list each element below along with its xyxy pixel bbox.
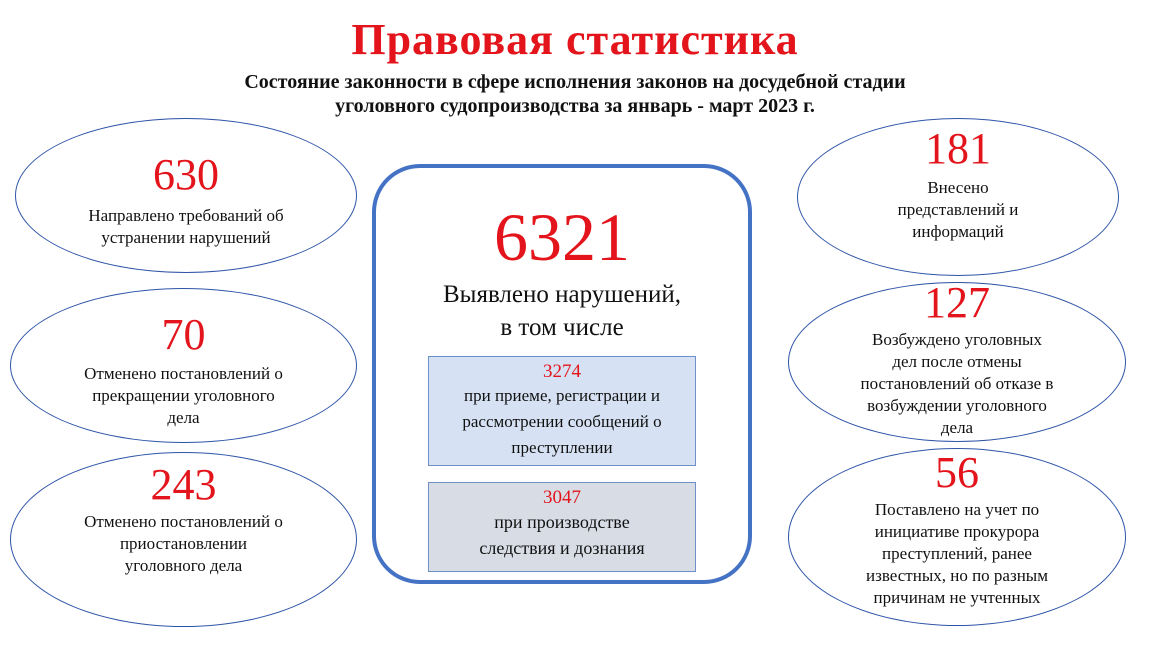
sub-label-line: при приеме, регистрации и (464, 386, 660, 405)
stat-label-line: Поставлено на учет по (874, 500, 1040, 519)
total-violations-line: в том числе (500, 314, 624, 341)
stat-label (56, 205, 316, 249)
stat-label-line: Отменено постановлений о (84, 364, 283, 383)
stat-label-line: Возбуждено уголовных (872, 330, 1042, 349)
subtitle-line-2: уголовного судопроизводства за январь - март 2023 г. (335, 95, 815, 117)
investigation-violations-value: 3047 (543, 487, 581, 508)
stat-label-line: известных, но по разным (866, 566, 1048, 585)
stat-label-line: Направлено требований об (88, 206, 284, 225)
stat-label-line: информаций (912, 222, 1004, 241)
stat-criminal-cases-ellipse (788, 278, 1126, 442)
stat-representations-ellipse (797, 118, 1119, 276)
stat-label (51, 511, 316, 577)
stat-label-line: дела (940, 418, 974, 437)
sub-label-line: следствия и дознания (479, 538, 645, 558)
total-violations-line: Выявлено нарушений, (442, 281, 682, 308)
stat-value: 56 (935, 448, 979, 497)
stat-label-line: преступлений, ранее (882, 544, 1032, 563)
stat-registered-crimes-ellipse (788, 448, 1126, 626)
stat-label-line: представлений и (897, 200, 1019, 219)
stat-label-line: постановлений об отказе в (860, 374, 1054, 393)
stat-value: 70 (161, 310, 206, 359)
subtitle-line-1: Состояние законности в сфере исполнения законов на досудебной стадии (244, 71, 906, 93)
stat-label (819, 499, 1095, 609)
stat-label-line: причинам не учтенных (873, 588, 1041, 607)
stat-label-line: Отменено постановлений о (84, 512, 283, 531)
stat-value: 181 (925, 124, 991, 173)
stat-label-line: возбуждении уголовного (867, 396, 1047, 415)
stat-termination-ellipse (10, 288, 357, 443)
stat-value: 243 (150, 460, 217, 509)
stat-suspension-ellipse (10, 452, 357, 627)
stat-label (819, 329, 1095, 439)
reports-violations-value: 3274 (543, 361, 581, 382)
page-title: Правовая статистика (351, 15, 799, 64)
investigation-violations-box (428, 482, 696, 572)
total-violations-value: 6321 (494, 199, 630, 275)
stat-label-line: дел после отмены (892, 352, 1022, 371)
stat-label-line: инициативе прокурора (874, 522, 1040, 541)
stat-label (838, 177, 1078, 243)
stat-label (51, 363, 316, 429)
reports-violations-box (428, 356, 696, 466)
stat-label-line: приостановлении (119, 534, 248, 553)
sub-label-line: рассмотрении сообщений о (462, 412, 662, 431)
sub-label-line: преступлении (511, 438, 613, 457)
stat-demands-ellipse (15, 118, 357, 273)
total-violations-box (372, 164, 752, 584)
stat-label-line: устранении нарушений (101, 228, 271, 247)
reports-violations-label (429, 383, 695, 461)
stat-value: 127 (924, 278, 990, 327)
stat-value: 630 (153, 150, 219, 199)
sub-label-line: при производстве (494, 512, 630, 532)
page-subtitle (150, 70, 1000, 118)
stat-label-line: Внесено (927, 178, 989, 197)
stat-label-line: дела (167, 408, 200, 427)
investigation-violations-label (429, 509, 695, 561)
total-violations-label (376, 278, 748, 344)
stat-label-line: прекращении уголовного (92, 386, 275, 405)
stat-label-line: уголовного дела (124, 556, 243, 575)
